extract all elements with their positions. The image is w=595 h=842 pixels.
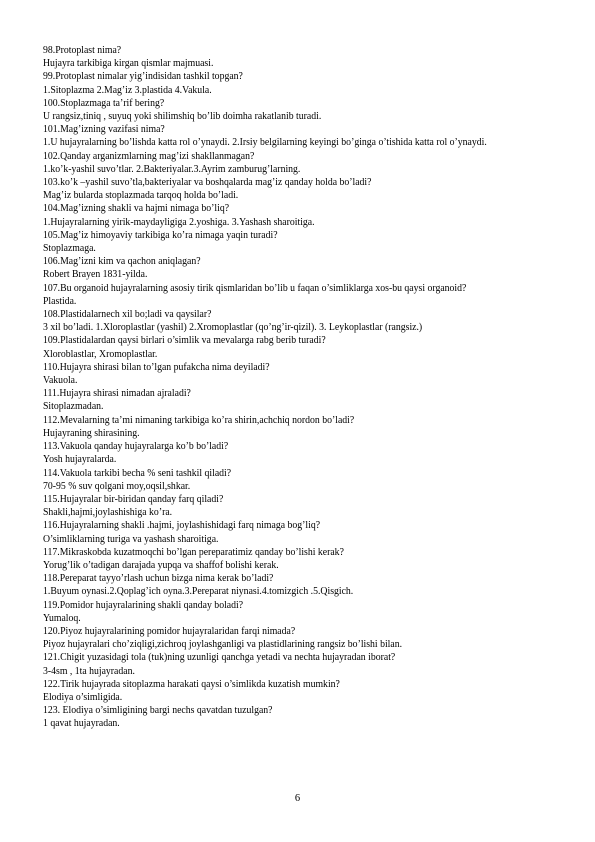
text-line: O’simliklarning turiga va yashash sharoitiga. xyxy=(43,533,219,545)
document-body xyxy=(43,44,536,731)
text-line: 70-95 % suv qolgani moy,oqsil,shkar. xyxy=(43,480,191,492)
text-line: Yumaloq. xyxy=(43,612,81,624)
text-line: 1.ko’k-yashil suvo’tlar. 2.Bakteriyalar.3.Ayrim zamburug’larning. xyxy=(43,163,301,175)
text-line: 105.Mag’iz himoyaviy tarkibiga ko’ra nimaga yaqin turadi? xyxy=(43,229,278,241)
text-line: 111.Hujayra shirasi nimadan ajraladi? xyxy=(43,388,191,400)
text-line: U rangsiz,tiniq , suyuq yoki shilimshiq bo’lib doimha rakatlanib turadi. xyxy=(43,111,322,123)
text-line: 1 qavat hujayradan. xyxy=(43,718,120,730)
text-line: 116.Hujayralarning shakli .hajmi, joylashishidagi farq nimaga bog’liq? xyxy=(43,520,321,532)
text-line: Hujayra tarkibiga kirgan qismlar majmuasi. xyxy=(43,58,214,70)
text-line: 110.Hujayra shirasi bilan to’lgan pufakcha nima deyiladi? xyxy=(43,361,270,373)
text-line: 3-4sm , 1ta hujayradan. xyxy=(43,665,135,677)
text-line: Xloroblastlar, Xromoplastlar. xyxy=(43,348,158,360)
text-line: 99.Protoplast nimalar yig’indisidan tashkil topgan? xyxy=(43,71,243,83)
text-line: Elodiya o’simligida. xyxy=(43,691,123,703)
text-line: 119.Pomidor hujayralarining shakli qanday boladi? xyxy=(43,599,244,611)
page-number: 6 xyxy=(294,793,301,804)
text-line: Vakuola. xyxy=(43,375,78,387)
text-line: Stoplazmaga. xyxy=(43,243,96,255)
text-line: 102.Qanday arganizmlarning mag’izi shakllanmagan? xyxy=(43,150,255,162)
text-line: Yosh hujayralarda. xyxy=(43,454,117,466)
text-line: 1.U hujayralarning bo’lishda katta rol o’ynaydi. 2.Irsiy belgilarning keyingi bo’ginga o’tishida katta rol o’ynaydi. xyxy=(43,137,487,149)
text-line: Robert Brayen 1831-yilda. xyxy=(43,269,148,281)
text-line: 100.Stoplazmaga ta’rif bering? xyxy=(43,97,165,109)
text-line: 103.ko’k –yashil suvo’tla,bakteriyalar va boshqalarda mag’iz qanday holda bo’ladi? xyxy=(43,177,372,189)
text-line: 104.Mag’izning shakli va hajmi nimaga bo’liq? xyxy=(43,203,230,215)
text-line: 1.Hujayralarning yirik-maydayligiga 2.yoshiga. 3.Yashash sharoitiga. xyxy=(43,216,315,228)
text-line: 113.Vakuola qanday hujayralarga ko’b bo’ladi? xyxy=(43,441,229,453)
text-line: 107.Bu organoid hujayralarning asosiy tirik qismlaridan bo’lib u faqan o’simliklarga xos-bu qaysi organoid? xyxy=(43,282,467,294)
text-line: 1.Sitoplazma 2.Mag’iz 3.plastida 4.Vakula. xyxy=(43,84,212,96)
text-line: 3 xil bo’ladi. 1.Xloroplastlar (yashil) 2.Xromoplastlar (qo’ng’ir-qizil). 3. Leykoplastlar (rangsiz.) xyxy=(43,322,423,334)
text-line: 115.Hujayralar bir-biridan qanday farq qiladi? xyxy=(43,493,224,505)
text-line: Piyoz hujayralari cho’ziqligi,zichroq joylashganligi va plastidlarining rangsiz bo’lishi bilan. xyxy=(43,639,403,651)
text-line: 118.Pereparat tayyo’rlash uchun bizga nima kerak bo’ladi? xyxy=(43,573,274,585)
text-line: Shakli,hajmi,joylashishiga ko’ra. xyxy=(43,507,173,519)
text-line: 106.Mag’izni kim va qachon aniqlagan? xyxy=(43,256,201,268)
text-line: 1.Buyum oynasi.2.Qoplag’ich oyna.3.Pereparat niynasi.4.tomizgich .5.Qisgich. xyxy=(43,586,354,598)
text-line: Sitoplazmadan. xyxy=(43,401,104,413)
text-line: 120.Piyoz hujayralarining pomidor hujayralaridan farqi nimada? xyxy=(43,625,296,637)
text-line: 112.Mevalarning ta’mi nimaning tarkibiga ko’ra shirin,achchiq nordon bo’ladi? xyxy=(43,414,355,426)
text-line: Hujayraning shirasining. xyxy=(43,427,140,439)
text-line: 122.Tirik hujayrada sitoplazma harakati qaysi o’simlikda kuzatish mumkin? xyxy=(43,678,340,690)
text-line: 123. Elodiya o’simligining bargi nechs qavatdan tuzulgan? xyxy=(43,705,273,717)
text-line: 117.Mikraskobda kuzatmoqchi bo’lgan pereparatimiz qanday bo’lishi kerak? xyxy=(43,546,344,558)
text-line: Plastida. xyxy=(43,295,77,307)
text-line: Yorug’lik o’tadigan darajada yupqa va shaffof bolishi kerak. xyxy=(43,559,279,571)
text-line: 98.Protoplast nima? xyxy=(43,45,122,56)
text-line: 121.Chigit yuzasidagi tola (tuk)ning uzunligi qanchga yetadi va nechta hujayradan iborat? xyxy=(43,652,396,664)
text-line: 109.Plastidalardan qaysi birlari o’simlik va mevalarga rabg berib turadi? xyxy=(43,335,326,347)
text-line: 101.Mag’izning vazifasi nima? xyxy=(43,124,165,136)
text-line: 114.Vakuola tarkibi becha % seni tashkil qiladi? xyxy=(43,467,232,479)
text-line: 108.Plastidalarnech xil bo;ladi va qaysilar? xyxy=(43,309,212,321)
text-line: Mag’iz bularda stoplazmada tarqoq holda bo’ladi. xyxy=(43,190,239,202)
